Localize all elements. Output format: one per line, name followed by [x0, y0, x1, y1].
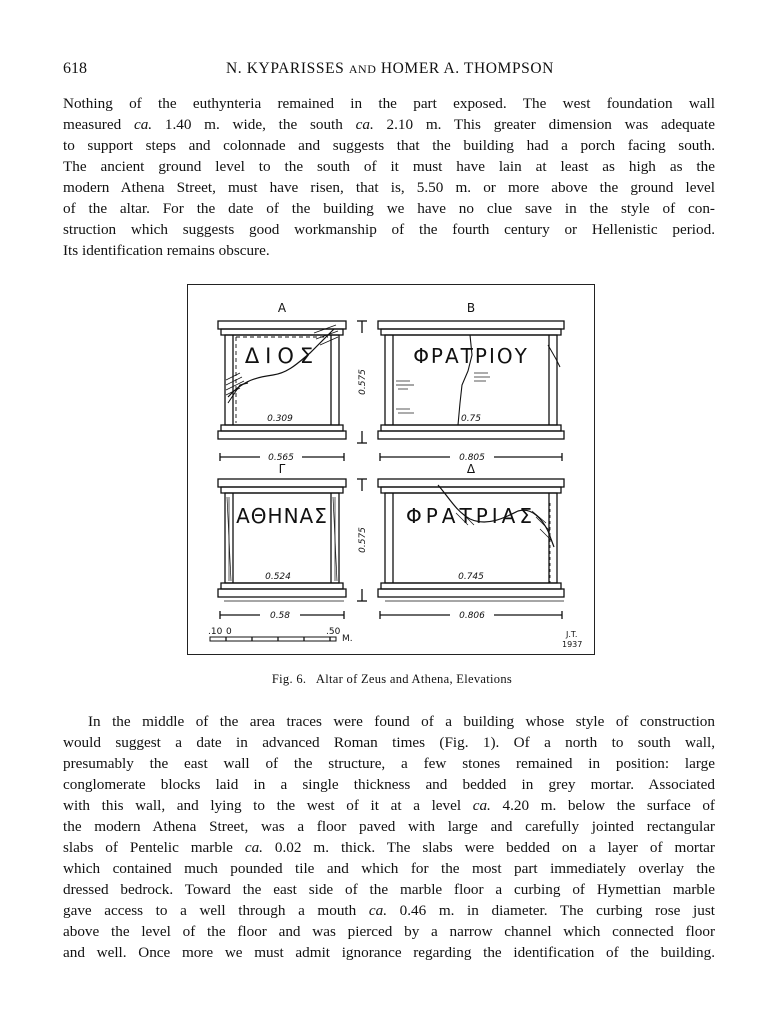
paragraph-2-line: which contained much pounded tile and which for the most part immediately overlay the: [63, 860, 715, 877]
figure-caption: [0, 672, 784, 687]
paragraph-1: [63, 93, 715, 261]
panel-delta-letter: Δ: [466, 462, 476, 476]
panel-b-depth: 0.75: [460, 414, 482, 424]
paragraph-2-line: would suggest a date in advanced Roman times (Fig. 1). Of a north to south wall,: [63, 734, 715, 751]
paragraph-2-line: conglomerate blocks laid in a single thickness and bedded in grey mortar. Associated: [63, 776, 715, 793]
panel-b-inscription: ΦΡΑΤΡΙΟΥ: [413, 344, 529, 368]
paragraph-2-line: slabs of Pentelic marble ca. 0.02 m. thick. The slabs were bedded on a layer of mortar: [63, 839, 715, 856]
paragraph-1-line: The ancient ground level to the south of it must have lain at least as high as the: [63, 158, 715, 175]
paragraph-2-line: with this wall, and lying to the west of it at a level ca. 4.20 m. below the surface of: [63, 797, 715, 814]
paragraph-2-line: presumably the east wall of the structure, a few stones remained in position: large: [63, 755, 715, 772]
paragraph-1-line: to support steps and colonnade and suggests that the building had a porch facing south.: [63, 137, 715, 154]
height-dimension-bottom: 0.575: [358, 527, 368, 553]
panel-a-inscription: ΔΙΟΣ: [244, 344, 320, 368]
scale-label-left: .10: [208, 627, 223, 637]
paragraph-1-line: modern Athena Street, must have risen, that is, 5.50 m. or more above the ground level: [63, 179, 715, 196]
author-thompson: HOMER A. THOMPSON: [380, 60, 554, 77]
drawing-year: 1937: [562, 640, 583, 649]
figure-caption-text: Altar of Zeus and Athena, Elevations: [315, 672, 513, 686]
scale-unit: M.: [342, 634, 353, 644]
elevation-drawing: [187, 284, 595, 655]
panel-gamma-inscription: ΑΘΗΝΑΣ: [236, 504, 328, 528]
page-number: 618: [63, 60, 87, 77]
panel-b-letter: B: [466, 301, 476, 315]
paragraph-1-line: struction which suggests good workmanship of the fourth century or Hellenistic period.: [63, 221, 715, 238]
paragraph-1-line: measured ca. 1.40 m. wide, the south ca. 2.10 m. This greater dimension was adequate: [63, 116, 715, 133]
paragraph-2-line: above the level of the floor and was pierced by a narrow channel which connected floor: [63, 923, 715, 940]
elevation-drawing-svg: [188, 285, 593, 653]
panel-delta-inscription: ΦΡΑΤΡΙΑΣ: [406, 504, 536, 528]
scale-label-zero: 0: [226, 627, 232, 637]
author-kyparisses: N. KYPARISSES: [226, 60, 345, 77]
panel-a-letter: A: [277, 301, 287, 315]
paragraph-2-line: gave access to a well through a mouth ca. 0.46 m. in diameter. The curbing rose just: [63, 902, 715, 919]
drafter-initials: J.T.: [566, 630, 578, 639]
panel-a-depth: 0.309: [267, 414, 293, 424]
paragraph-1-line: Its identification remains obscure.: [63, 242, 270, 259]
paragraph-2-line: and well. Once more we must admit ignorance regarding the identification of the building.: [63, 944, 715, 961]
paragraph-1-line: of the altar. For the date of the building we have no clue save in the style of con-: [63, 200, 715, 217]
running-header: [63, 60, 717, 84]
paragraph-2-line: In the middle of the area traces were found of a building whose style of construction: [88, 713, 715, 730]
panel-a-width: 0.565: [268, 453, 294, 463]
panel-b-width: 0.805: [459, 453, 485, 463]
panel-delta-width: 0.806: [459, 611, 485, 621]
paragraph-2-line: the modern Athena Street, was a floor paved with large and carefully jointed rectangular: [63, 818, 715, 835]
panel-delta-depth: 0.745: [458, 572, 484, 582]
running-title: [63, 60, 717, 78]
author-conjunction: AND: [348, 62, 377, 76]
height-dimension-top: 0.575: [358, 369, 368, 395]
paragraph-1-line: Nothing of the euthynteria remained in the part exposed. The west foundation wall: [63, 95, 715, 112]
scale-label-right: .50: [326, 627, 341, 637]
paragraph-2: [63, 711, 715, 963]
paragraph-2-line: dressed bedrock. Toward the east side of the marble floor a curbing of Hymettian marble: [63, 881, 715, 898]
figure-caption-label: Fig. 6.: [271, 672, 307, 686]
panel-gamma-letter: Γ: [278, 462, 286, 476]
panel-gamma-width: 0.58: [269, 611, 291, 621]
panel-gamma-depth: 0.524: [265, 572, 291, 582]
